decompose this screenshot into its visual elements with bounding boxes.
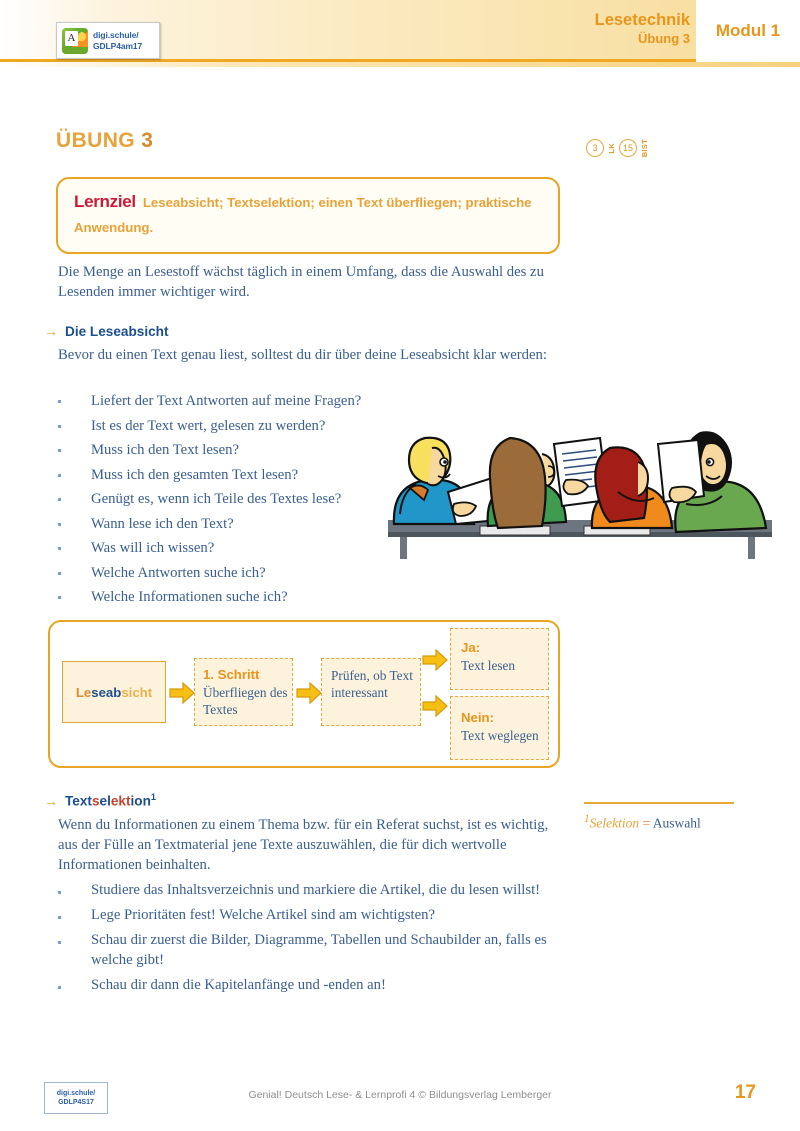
flow-yes-body: Text lesen — [461, 658, 516, 673]
section2-heading-label: Textselektion$^1$ — [65, 792, 156, 809]
flow-start-label: Leseabsicht — [75, 684, 153, 700]
footnote-definition: Auswahl — [652, 815, 701, 831]
competency-badges — [586, 139, 649, 157]
badge-bist-label: BIST — [640, 139, 649, 158]
list-item: Welche Antworten suche ich? — [58, 561, 408, 586]
list-item: Studiere das Inhaltsverzeichnis und markiere die Artikel, die du lesen willst! — [58, 880, 558, 900]
book-leaf-logo-icon: A — [62, 28, 88, 54]
module-label: Modul 1 — [715, 21, 781, 40]
page-title-number: 3 — [141, 129, 154, 152]
learning-goal-box — [56, 177, 560, 254]
list-item: Muss ich den Text lesen? — [58, 438, 408, 463]
leseabsicht-question-list — [58, 389, 408, 610]
reading-intent-flowchart — [48, 620, 560, 768]
flow-step1-body: Überfliegen des Textes — [203, 685, 288, 717]
intro-paragraph: Die Menge an Lesestoff wächst täglich in einem Umfang, dass die Auswahl des zu Lesenden immer wichtiger wird. — [58, 264, 544, 300]
flow-no-label: Nein: — [461, 710, 494, 725]
badge-bist-number: 15 — [619, 139, 637, 157]
page-title — [56, 129, 153, 153]
badge-lk-number: 3 — [586, 139, 604, 157]
page-footer — [0, 1070, 800, 1131]
flow-step2-box — [321, 658, 421, 726]
arrow-right-icon-2: → — [44, 792, 58, 809]
logo-code-line2: GDLP4am17 — [93, 40, 143, 51]
list-item: Liefert der Text Antworten auf meine Fragen? — [58, 389, 408, 414]
section1-intro: Bevor du einen Text genau liest, solltest du dir über deine Leseabsicht klar werden: — [58, 347, 547, 363]
list-item: Wann lese ich den Text? — [58, 512, 408, 537]
list-item: Lege Prioritäten fest! Welche Artikel sind am wichtigsten? — [58, 905, 558, 925]
flow-yes-box — [450, 628, 549, 690]
footnote-marker: 1 — [584, 812, 590, 825]
flow-no-box — [450, 696, 549, 760]
list-item: Schau dir dann die Kapitelanfänge und -enden an! — [58, 975, 558, 995]
flow-step1-box — [194, 658, 293, 726]
flow-step1-title: 1. Schritt — [203, 667, 260, 682]
list-item: Welche Informationen suche ich? — [58, 585, 408, 610]
footnote-text — [584, 810, 744, 833]
flow-arrow-2-icon — [296, 682, 322, 704]
flow-arrow-1-icon — [169, 682, 195, 704]
page-header — [0, 0, 800, 62]
flow-no-body: Text weglegen — [461, 728, 539, 743]
digi-schule-logo-badge[interactable] — [56, 22, 160, 59]
section2-footnote-marker: 1 — [150, 792, 156, 802]
logo-code-line1: digi.schule/ — [93, 29, 139, 40]
footnote-rule — [584, 802, 734, 804]
four-students-reading-illustration — [370, 392, 790, 567]
flow-arrow-yes-icon — [422, 649, 448, 671]
footnote-term: Selektion — [589, 815, 640, 831]
module-tab — [696, 0, 800, 62]
learning-goal-text: Leseabsicht; Textselektion; einen Text überfliegen; praktische Anwendung. — [74, 195, 532, 235]
section-heading-label: Die Leseabsicht — [65, 324, 169, 339]
list-item: Was will ich wissen? — [58, 536, 408, 561]
flow-start-box — [62, 661, 166, 723]
page-title-word: ÜBUNG — [56, 129, 135, 152]
section-heading-leseabsicht — [44, 323, 169, 339]
footnote-equals: = — [642, 815, 651, 831]
logo-code — [93, 30, 142, 52]
footer-badge-line1: digi.schule/ — [56, 1089, 96, 1097]
list-item: Muss ich den gesamten Text lesen? — [58, 463, 408, 488]
header-titles — [595, 10, 690, 47]
flow-yes-label: Ja: — [461, 640, 481, 655]
header-subject: Lesetechnik — [594, 11, 690, 29]
list-item: Schau dir zuerst die Bilder, Diagramme, Tabellen und Schaubilder an, falls es welche gibt! — [58, 930, 558, 970]
footer-credit: Genial! Deutsch Lese- & Lernprofi 4 © Bildungsverlag Lemberger — [248, 1089, 552, 1101]
learning-goal-label: Lernziel — [74, 192, 136, 211]
textselektion-tips-list — [58, 880, 558, 1000]
footnote-box — [584, 802, 744, 832]
badge-lk-label: LK — [607, 142, 616, 154]
list-item: Genügt es, wenn ich Teile des Textes lese? — [58, 487, 408, 512]
header-exercise: Übung 3 — [638, 31, 690, 46]
section2-intro: Wenn du Informationen zu einem Thema bzw. für ein Referat suchst, ist es wichtig, aus der Fülle an Textmaterial jene Texte auszuwählen, die für dich wertvolle Informationen beinhalten. — [58, 817, 549, 873]
footer-page-number: 17 — [734, 1082, 756, 1103]
section-heading-textselektion — [44, 792, 156, 809]
flow-arrow-no-icon — [422, 695, 448, 717]
arrow-right-icon: → — [44, 323, 58, 339]
list-item: Ist es der Text wert, gelesen zu werden? — [58, 414, 408, 439]
footer-badge-line2: GDLP4S17 — [58, 1099, 94, 1106]
header-underglow — [0, 62, 800, 67]
flow-step2-body: Prüfen, ob Text interessant — [331, 668, 413, 700]
